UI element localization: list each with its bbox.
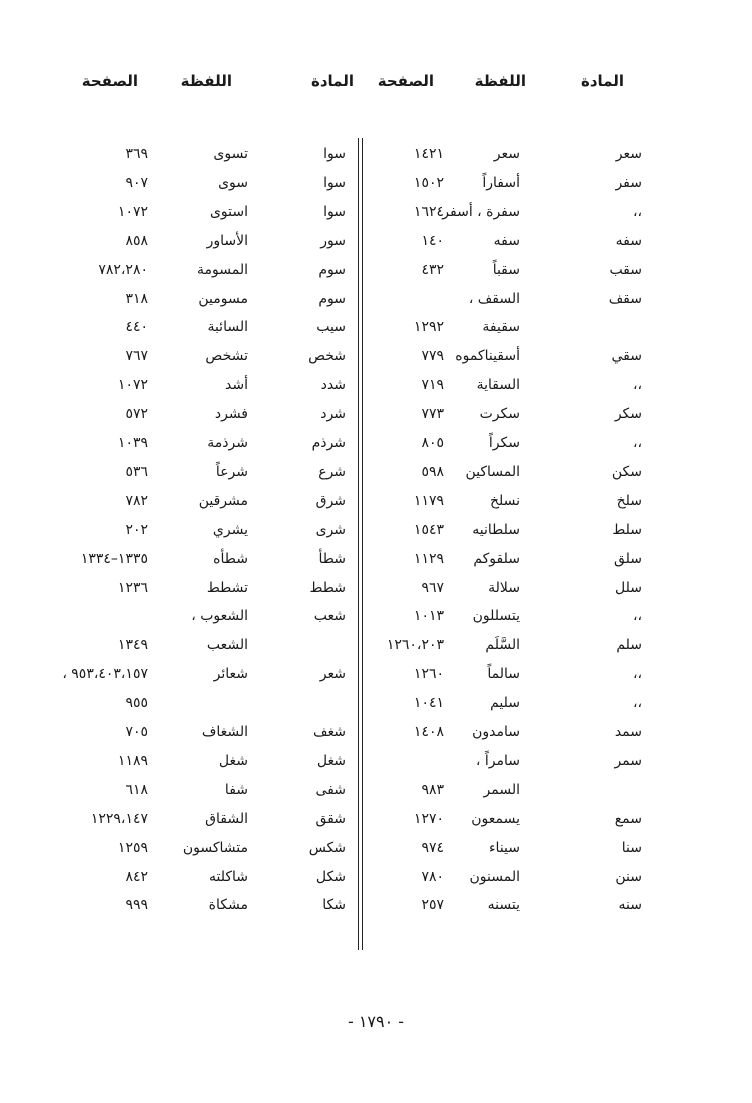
- right-row-7-madda: سقي: [611, 348, 642, 365]
- right-row-10-safha: ٨٠٥: [421, 435, 444, 451]
- right-row-24-lafza: سيناء: [488, 839, 520, 856]
- right-row-2-lafza: سفرة ، أسفر: [442, 203, 520, 220]
- right-row-5-lafza: السقف ،: [468, 290, 520, 307]
- left-row-1-lafza: سوى: [218, 174, 248, 191]
- left-row-13-safha: ٢٠٢: [125, 521, 148, 538]
- right-row-18-madda: ،،: [632, 666, 642, 683]
- left-row-20-safha: ٧٠٥: [125, 724, 148, 740]
- left-row-20-madda: شغف: [313, 724, 346, 740]
- left-row-9-safha: ٥٧٢: [125, 406, 148, 423]
- left-row-5-safha: ٣١٨: [125, 290, 148, 307]
- left-row-20-lafza: الشغاف: [201, 724, 248, 740]
- left-row-0-madda: سوا: [323, 146, 346, 162]
- right-row-3-lafza: سفه: [493, 232, 520, 249]
- right-row-25-lafza: المسنون: [469, 868, 520, 885]
- right-row-18-safha: ١٢٦٠: [413, 666, 444, 683]
- header-left-lafza: اللفظة: [180, 72, 232, 90]
- left-row-6-safha: ٤٤٠: [125, 319, 148, 336]
- left-row-22-madda: شفى: [315, 781, 346, 798]
- right-row-26-lafza: يتسنه: [487, 897, 520, 914]
- left-row-4-lafza: المسومة: [197, 261, 248, 278]
- header-right-safha: الصفحة: [377, 72, 434, 90]
- left-row-3-lafza: الأساور: [206, 232, 248, 249]
- right-row-21-lafza: سامراً ،: [475, 752, 520, 769]
- left-row-17-lafza: الشعب: [206, 637, 248, 654]
- right-row-24-safha: ٩٧٤: [421, 839, 444, 856]
- right-row-10-lafza: سكراً: [488, 435, 520, 451]
- left-row-16-madda: شعب: [313, 608, 346, 625]
- right-row-12-madda: سلخ: [616, 492, 642, 509]
- right-row-13-lafza: سلطانيه: [472, 521, 520, 538]
- left-row-14-lafza: شطأه: [213, 550, 248, 567]
- right-row-16-madda: ،،: [632, 608, 642, 625]
- right-row-0-safha: ١٤٢١: [413, 146, 444, 162]
- right-row-22-safha: ٩٨٣: [421, 781, 444, 798]
- left-row-23-madda: شقق: [315, 810, 346, 827]
- right-row-15-madda: سلل: [615, 579, 642, 596]
- left-row-24-madda: شكس: [308, 839, 346, 856]
- right-row-23-madda: سمع: [614, 810, 642, 827]
- right-row-17-safha: ١٢٦٠،٢٠٣: [386, 637, 444, 654]
- left-row-15-madda: شطط: [309, 579, 346, 596]
- left-row-5-lafza: مسومين: [198, 290, 248, 307]
- right-row-8-madda: ،،: [632, 377, 642, 394]
- left-row-22-lafza: شفا: [224, 781, 248, 798]
- right-row-24-madda: سنا: [621, 839, 642, 856]
- left-row-22-safha: ٦١٨: [125, 781, 148, 798]
- right-row-3-safha: ١٤٠: [421, 232, 444, 249]
- right-row-15-lafza: سلالة: [488, 579, 520, 596]
- right-row-23-safha: ١٢٧٠: [413, 810, 444, 827]
- left-row-11-lafza: شرعاً: [215, 463, 248, 480]
- left-row-21-madda: شغل: [316, 752, 346, 769]
- right-row-1-safha: ١٥٠٢: [413, 174, 444, 191]
- right-row-21-madda: سمر: [614, 752, 642, 769]
- left-row-7-madda: شخص: [308, 348, 346, 365]
- right-row-12-safha: ١١٧٩: [413, 492, 444, 509]
- left-row-26-safha: ٩٩٩: [125, 897, 148, 914]
- left-row-13-lafza: يشري: [212, 521, 248, 538]
- right-row-16-safha: ١٠١٣: [413, 608, 444, 625]
- left-row-19-safha: ٩٥٥: [125, 695, 148, 712]
- header-right-madda: المادة: [580, 72, 624, 90]
- right-row-11-lafza: المساكين: [465, 463, 520, 480]
- right-row-20-madda: سمد: [614, 724, 642, 740]
- right-row-14-madda: سلق: [613, 550, 642, 567]
- left-row-9-lafza: فشرد: [214, 406, 248, 423]
- left-row-11-safha: ٥٣٦: [125, 463, 148, 480]
- right-row-9-lafza: سكرت: [479, 406, 520, 423]
- page-number: - ١٧٩٠ -: [347, 1012, 405, 1031]
- right-row-9-safha: ٧٧٣: [421, 406, 444, 423]
- right-row-14-lafza: سلقوكم: [473, 550, 520, 567]
- left-row-25-madda: شكل: [315, 868, 346, 885]
- right-row-13-madda: سلط: [612, 521, 642, 538]
- left-row-25-safha: ٨٤٢: [125, 868, 148, 885]
- left-row-26-lafza: مشكاة: [208, 897, 248, 914]
- right-row-25-madda: سنن: [615, 868, 642, 885]
- left-row-18-safha: ٩٥٣،٤٠٣،١٥٧ ،: [62, 666, 148, 683]
- left-row-12-lafza: مشرقين: [198, 492, 248, 509]
- right-row-17-madda: سلم: [616, 637, 642, 654]
- left-row-16-lafza: الشعوب ،: [191, 608, 248, 625]
- header-right-lafza: اللفظة: [474, 72, 526, 90]
- right-row-1-madda: سفر: [615, 174, 642, 191]
- right-row-13-safha: ١٥٤٣: [413, 521, 444, 538]
- right-row-16-lafza: يتسللون: [472, 608, 520, 625]
- right-row-10-madda: ،،: [632, 435, 642, 451]
- right-row-25-safha: ٧٨٠: [421, 868, 444, 885]
- header-left-madda: المادة: [310, 72, 354, 90]
- left-row-7-lafza: تشخص: [205, 348, 248, 365]
- right-row-8-safha: ٧١٩: [421, 377, 444, 394]
- right-row-2-safha: ١٦٢٤: [413, 203, 444, 220]
- right-row-1-lafza: أسفاراً: [482, 174, 520, 191]
- left-row-12-madda: شرق: [315, 492, 346, 509]
- left-row-11-madda: شرع: [318, 463, 346, 480]
- left-row-4-madda: سوم: [318, 261, 346, 278]
- left-row-10-madda: شرذم: [311, 435, 346, 451]
- left-row-17-safha: ١٣٤٩: [117, 637, 148, 654]
- right-row-17-lafza: السَّلَم: [485, 637, 520, 654]
- header-left-safha: الصفحة: [81, 72, 138, 90]
- left-row-18-madda: شعر: [319, 666, 346, 683]
- left-row-13-madda: شرى: [315, 521, 346, 538]
- left-row-23-safha: ١٢٢٩،١٤٧: [90, 810, 148, 827]
- right-row-26-safha: ٢٥٧: [421, 897, 444, 914]
- right-row-4-lafza: سقباً: [492, 261, 520, 278]
- left-row-8-safha: ١٠٧٢: [117, 377, 148, 394]
- right-row-15-safha: ٩٦٧: [421, 579, 444, 596]
- right-row-14-safha: ١١٢٩: [413, 550, 444, 567]
- left-row-8-lafza: أشد: [225, 377, 248, 394]
- right-row-9-madda: سكر: [614, 406, 642, 423]
- right-row-0-lafza: سعر: [493, 146, 520, 162]
- left-row-0-safha: ٣٦٩: [125, 146, 148, 162]
- left-row-7-safha: ٧٦٧: [125, 348, 148, 365]
- right-row-3-madda: سفه: [615, 232, 642, 249]
- left-row-24-safha: ١٢٥٩: [117, 839, 148, 856]
- right-row-22-lafza: السمر: [483, 781, 520, 798]
- left-row-4-safha: ٧٨٢،٢٨٠: [98, 261, 148, 278]
- left-row-9-madda: شرد: [320, 406, 346, 423]
- right-row-0-madda: سعر: [615, 146, 642, 162]
- right-row-8-lafza: السقاية: [476, 377, 520, 394]
- left-row-15-lafza: تشطط: [206, 579, 248, 596]
- left-row-5-madda: سوم: [318, 290, 346, 307]
- left-row-8-madda: شدد: [320, 377, 346, 394]
- left-row-23-lafza: الشقاق: [205, 810, 248, 827]
- right-row-11-safha: ٥٩٨: [421, 463, 444, 480]
- left-row-14-madda: شطأ: [318, 550, 346, 567]
- right-row-19-safha: ١٠٤١: [413, 695, 444, 712]
- left-row-21-safha: ١١٨٩: [117, 752, 148, 769]
- left-row-10-lafza: شرذمة: [207, 435, 248, 451]
- right-row-4-madda: سقب: [609, 261, 642, 278]
- left-row-10-safha: ١٠٣٩: [117, 435, 148, 451]
- left-row-6-madda: سيب: [316, 319, 346, 336]
- left-row-2-safha: ١٠٧٢: [117, 203, 148, 220]
- left-row-0-lafza: تسوى: [213, 146, 248, 162]
- left-row-2-madda: سوا: [323, 203, 346, 220]
- right-row-19-lafza: سليم: [490, 695, 520, 712]
- right-row-6-lafza: سقيفة: [482, 319, 520, 336]
- right-row-11-madda: سكن: [611, 463, 642, 480]
- left-row-1-safha: ٩٠٧: [125, 174, 148, 191]
- right-row-2-madda: ،،: [632, 203, 642, 220]
- right-row-19-madda: ،،: [632, 695, 642, 712]
- right-row-26-madda: سنه: [618, 897, 642, 914]
- right-row-5-madda: سقف: [608, 290, 642, 307]
- left-row-3-safha: ٨٥٨: [125, 232, 148, 249]
- left-row-21-lafza: شغل: [218, 752, 248, 769]
- left-row-12-safha: ٧٨٢: [125, 492, 148, 509]
- right-row-23-lafza: يسمعون: [471, 810, 520, 827]
- left-row-24-lafza: متشاكسون: [182, 839, 248, 856]
- right-row-18-lafza: سالماً: [487, 666, 520, 683]
- right-row-12-lafza: نسلخ: [489, 492, 520, 509]
- left-row-3-madda: سور: [320, 232, 346, 249]
- left-row-6-lafza: السائبة: [207, 319, 248, 336]
- right-row-4-safha: ٤٣٢: [421, 261, 444, 278]
- right-row-7-safha: ٧٧٩: [421, 348, 444, 365]
- right-row-6-safha: ١٢٩٢: [413, 319, 444, 336]
- right-row-20-lafza: سامدون: [472, 724, 520, 740]
- left-row-18-lafza: شعائر: [213, 666, 248, 683]
- left-row-1-madda: سوا: [323, 174, 346, 191]
- left-row-26-madda: شكا: [322, 897, 346, 914]
- right-row-20-safha: ١٤٠٨: [413, 724, 444, 740]
- left-row-2-lafza: استوى: [209, 203, 248, 220]
- left-row-14-safha: ١٣٣٥–١٣٣٤: [80, 550, 148, 567]
- left-row-15-safha: ١٢٣٦: [117, 579, 148, 596]
- left-row-25-lafza: شاكلته: [208, 868, 248, 885]
- right-row-7-lafza: أسقيناكموه: [455, 348, 520, 365]
